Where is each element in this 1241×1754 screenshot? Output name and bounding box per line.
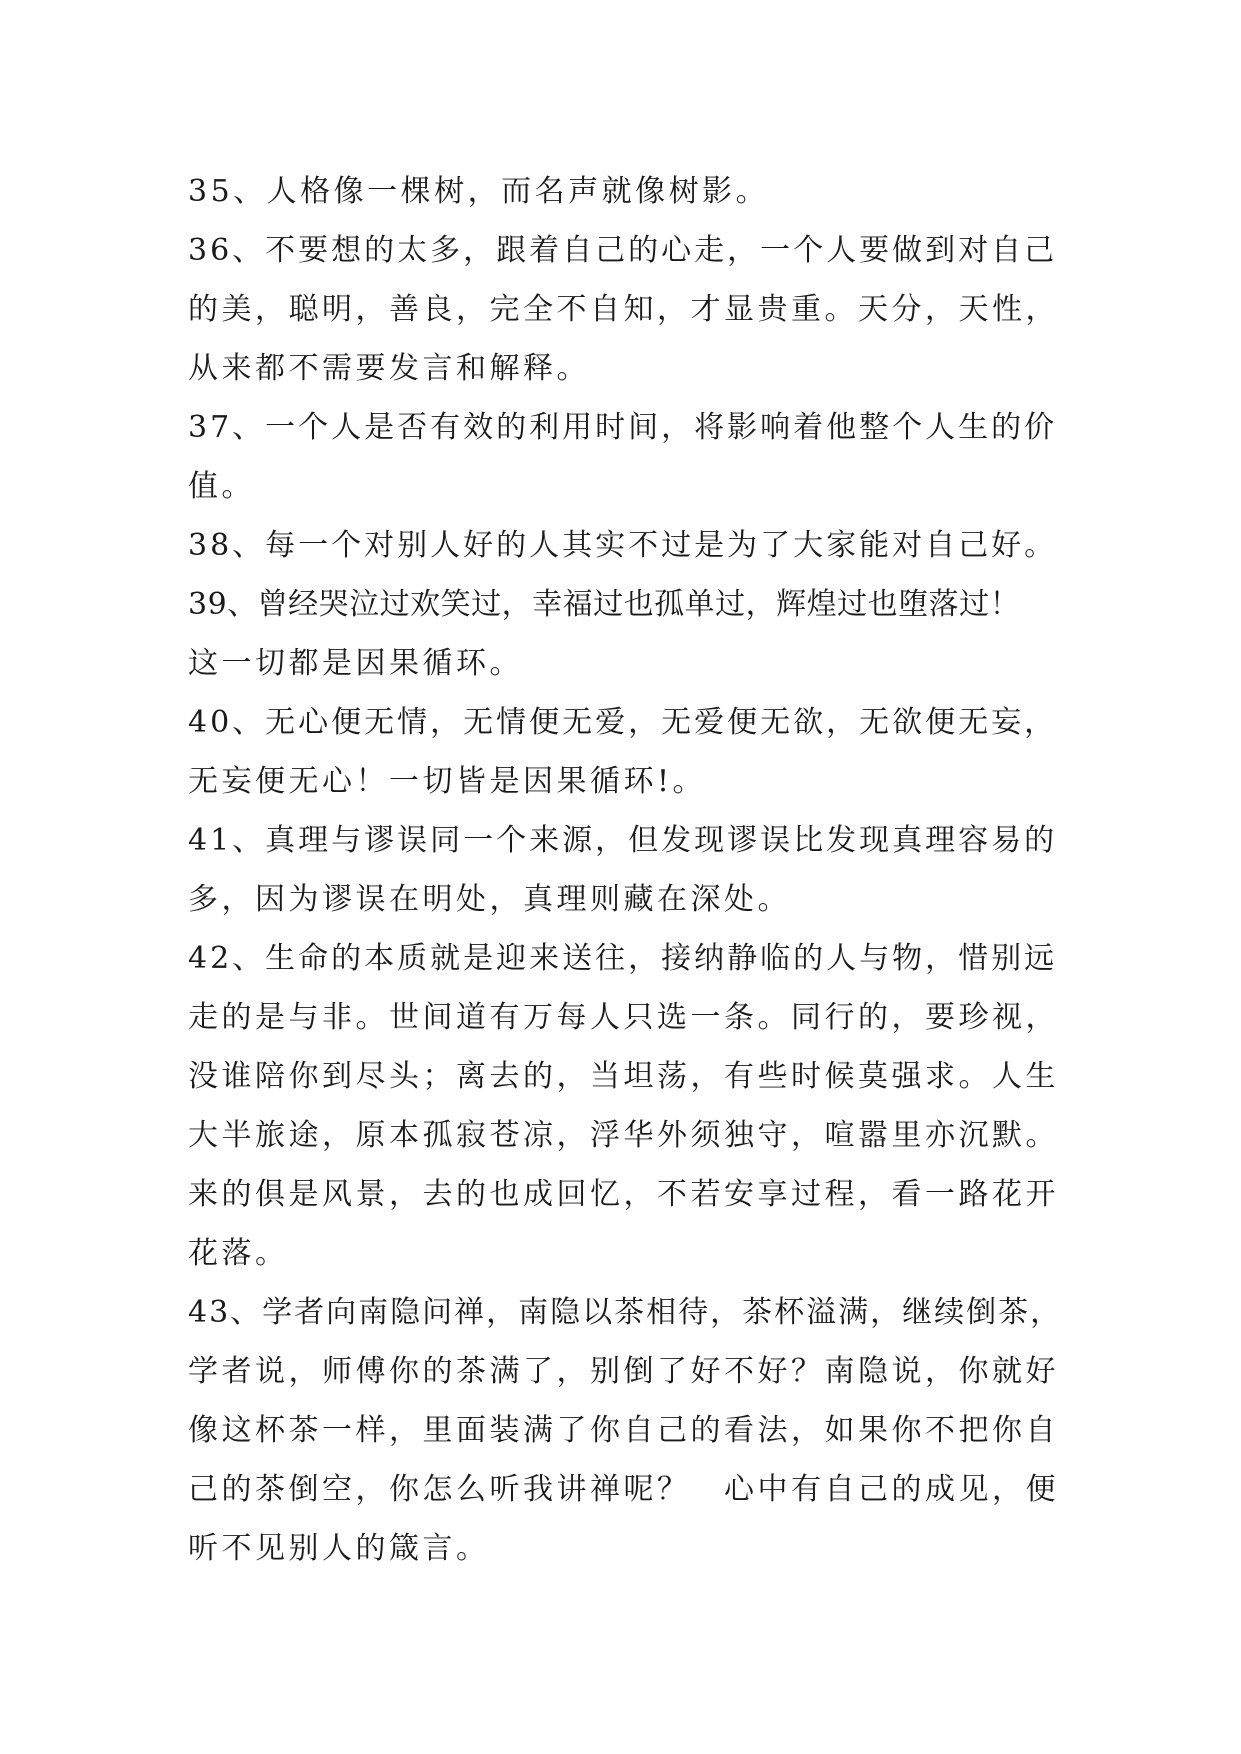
text-line: 听不见别人的箴言。 <box>188 1531 490 1566</box>
text-line: 43、学者向南隐问禅，南隐以茶相待，茶杯溢满，继续倒茶， <box>188 1295 1063 1330</box>
text-line: 41、真理与谬误同一个来源，但发现谬误比发现真理容易的 <box>188 823 1058 858</box>
text-line: 没谁陪你到尽头；离去的，当坦荡，有些时候莫强求。人生 <box>188 1059 1059 1094</box>
text-line: 来的俱是风景，去的也成回忆，不若安享过程，看一路花开 <box>188 1177 1059 1212</box>
text-line: 花落。 <box>188 1236 289 1271</box>
text-line: 37、一个人是否有效的利用时间，将影响着他整个人生的价 <box>188 410 1058 445</box>
text-line: 己的茶倒空，你怎么听我讲禅呢？ 心中有自己的成见，便 <box>188 1472 1059 1507</box>
text-line: 35、人格像一棵树，而名声就像树影。 <box>188 174 770 209</box>
text-line: 40、无心便无情，无情便无爱，无爱便无欲，无欲便无妄， <box>188 705 1058 740</box>
text-line: 42、生命的本质就是迎来送往，接纳静临的人与物，惜别远 <box>188 941 1058 976</box>
text-line: 多，因为谬误在明处，真理则藏在深处。 <box>188 882 791 917</box>
document-body <box>188 162 1068 1578</box>
text-line: 36、不要想的太多，跟着自己的心走，一个人要做到对自己 <box>188 233 1058 268</box>
text-line: 从来都不需要发言和解释。 <box>188 351 590 386</box>
text-line: 38、每一个对别人好的人其实不过是为了大家能对自己好。 <box>188 528 1058 563</box>
text-line: 走的是与非。世间道有万每人只选一条。同行的，要珍视， <box>188 1000 1059 1035</box>
text-line: 这一切都是因果循环。 <box>188 646 523 681</box>
text-line: 的美，聪明，善良，完全不自知，才显贵重。天分，天性， <box>188 292 1059 327</box>
text-line: 学者说，师傅你的茶满了，别倒了好不好？南隐说，你就好 <box>188 1354 1059 1389</box>
text-line: 无妄便无心！一切皆是因果循环!。 <box>188 764 707 799</box>
text-line: 像这杯茶一样，里面装满了你自己的看法，如果你不把你自 <box>188 1413 1059 1448</box>
text-line: 大半旅途，原本孤寂苍凉，浮华外须独守，喧嚣里亦沉默。 <box>188 1118 1059 1153</box>
text-line: 值。 <box>188 469 255 504</box>
text-line: 39、曾经哭泣过欢笑过，幸福过也孤单过，辉煌过也堕落过！ <box>188 587 1021 622</box>
